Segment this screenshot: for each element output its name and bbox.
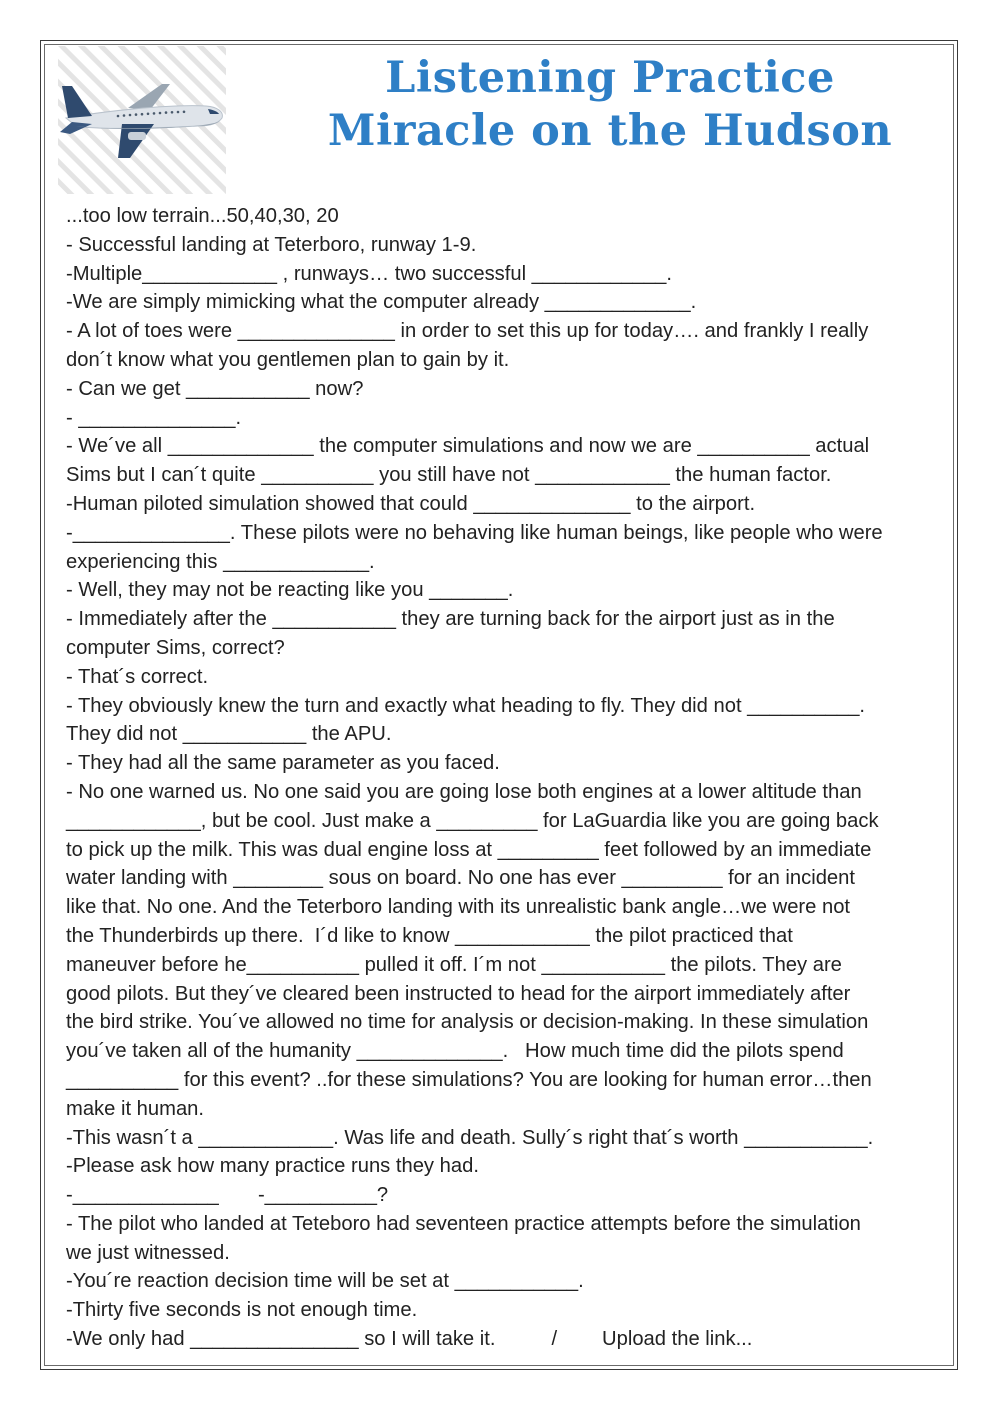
transcript-line: you´ve taken all of the humanity _____________. How much time did the pilots spend	[66, 1040, 844, 1063]
transcript-line: -We are simply mimicking what the computer already _____________.	[66, 291, 697, 314]
transcript-line: -Human piloted simulation showed that could ______________ to the airport.	[66, 492, 756, 515]
transcript-line: we just witnessed.	[66, 1241, 230, 1264]
transcript-line: experiencing this _____________.	[66, 550, 375, 573]
transcript-line: - A lot of toes were ______________ in order to set this up for today…. and frankly I really	[66, 320, 869, 343]
transcript-line: good pilots. But they´ve cleared been instructed to head for the airport immediately after	[66, 982, 851, 1005]
transcript-line: -_____________ -__________?	[66, 1184, 389, 1207]
transcript-line: like that. No one. And the Teterboro landing with its unrealistic bank angle…we were not	[66, 896, 851, 919]
transcript-line: - That´s correct.	[66, 665, 209, 688]
transcript-line: make it human.	[66, 1097, 205, 1120]
transcript-line: the Thunderbirds up there. I´d like to know ____________ the pilot practiced that	[66, 924, 793, 947]
transcript-line: -Thirty five seconds is not enough time.	[66, 1299, 418, 1322]
transcript-line: maneuver before he__________ pulled it off. I´m not ___________ the pilots. They are	[66, 953, 842, 976]
title-line-2: Miracle on the Hudson	[327, 106, 893, 156]
transcript-line: -______________. These pilots were no behaving like human beings, like people who were	[66, 521, 883, 544]
airplane-icon	[58, 46, 226, 194]
transcript-line: -Please ask how many practice runs they had.	[66, 1155, 479, 1178]
transcript-line: computer Sims, correct?	[66, 636, 285, 659]
transcript-line: ...too low terrain...50,40,30, 20	[66, 205, 339, 227]
transcript-line: - They had all the same parameter as you faced.	[66, 752, 500, 775]
transcript-line: - Immediately after the ___________ they are turning back for the airport just as in the	[66, 608, 835, 631]
transcript-line: -Multiple____________ , runways… two successful ____________.	[66, 262, 673, 285]
transcript-line: the bird strike. You´ve allowed no time for analysis or decision-making. In these simulation	[66, 1011, 869, 1034]
title-line-1: Listening Practice	[385, 53, 835, 103]
transcript-line: water landing with ________ sous on board. No one has ever _________ for an incident	[66, 867, 855, 890]
transcript-line: don´t know what you gentlemen plan to gain by it.	[66, 348, 510, 371]
transcript-line: - ______________.	[66, 406, 242, 429]
transcript-line: - The pilot who landed at Teteboro had seventeen practice attempts before the simulation	[66, 1212, 861, 1235]
transcript-line: - We´ve all _____________ the computer simulations and now we are __________ actual	[66, 435, 870, 458]
transcript-line: -This wasn´t a ____________. Was life and death. Sully´s right that´s worth ___________.	[66, 1126, 874, 1149]
transcript-line: - No one warned us. No one said you are going lose both engines at a lower altitude than	[66, 780, 862, 803]
page-title	[250, 52, 970, 158]
transcript-line: - They obviously knew the turn and exactly what heading to fly. They did not __________.	[66, 694, 866, 717]
transcript-line: Sims but I can´t quite __________ you still have not ____________ the human factor.	[66, 464, 832, 487]
transcript-line: -You´re reaction decision time will be set at ___________.	[66, 1270, 584, 1293]
transcript-line: - Can we get ___________ now?	[66, 377, 364, 400]
transcript-line: to pick up the milk. This was dual engine loss at _________ feet followed by an immediate	[66, 838, 872, 861]
transcript-line: __________ for this event? ..for these simulations? You are looking for human error…then	[66, 1068, 872, 1091]
transcript-line: They did not ___________ the APU.	[66, 723, 392, 746]
transcript-line: - Successful landing at Teterboro, runway 1-9.	[66, 233, 477, 256]
transcript-line: - Well, they may not be reacting like you _______.	[66, 579, 514, 602]
transcript-line: ____________, but be cool. Just make a _________ for LaGuardia like you are going back	[66, 809, 879, 832]
transcript-line: -We only had _______________ so I will take it. / Upload the link...	[66, 1328, 753, 1351]
transcript-text	[66, 202, 946, 1354]
